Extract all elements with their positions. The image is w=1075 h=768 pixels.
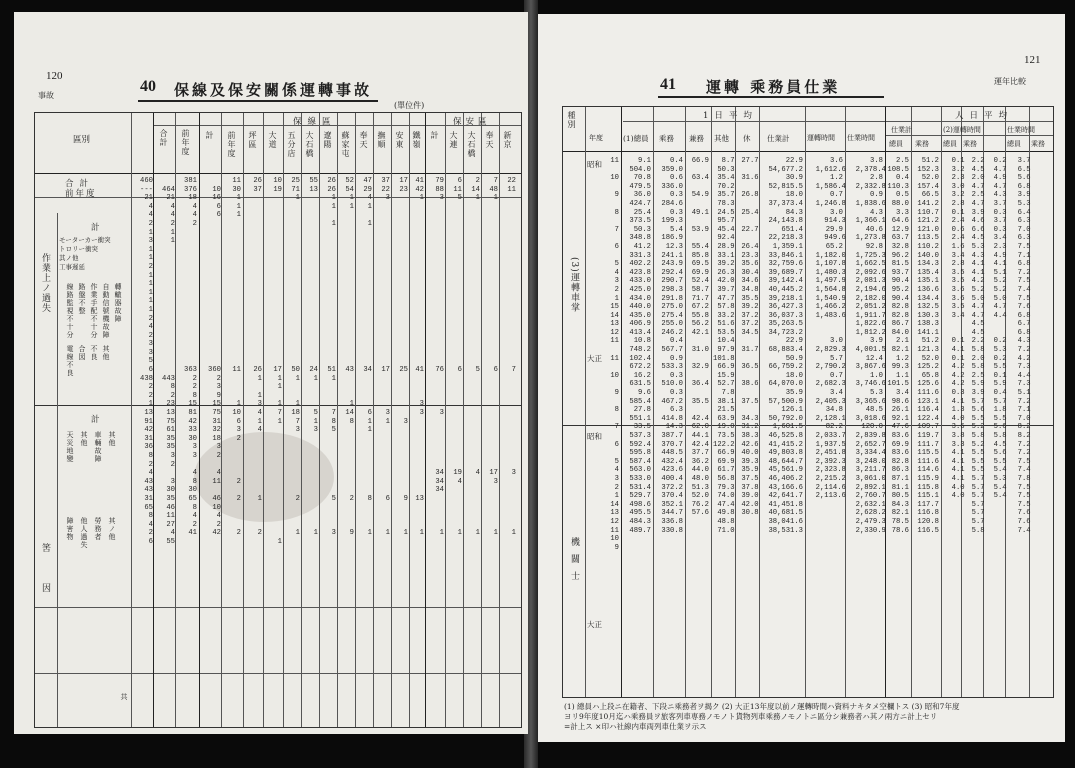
- col-divider: [175, 113, 176, 727]
- col-divider: [653, 107, 654, 697]
- data-column: 79 88 3 76 3 34 34 34 1: [435, 177, 444, 538]
- header-cell: 仕業計: [767, 134, 790, 143]
- header-cell: 兼務: [689, 134, 704, 143]
- header-cell: 仕業時間: [847, 134, 875, 142]
- data-column: 52 54 1 1 43 1 14 8 2 9: [345, 177, 354, 538]
- header-cell: 區別: [73, 135, 91, 145]
- header-rule: [35, 173, 521, 174]
- header-cell: 休: [743, 134, 751, 143]
- col-divider: [941, 107, 942, 697]
- left-page: [14, 12, 528, 734]
- row-label: 作業手配不十分: [90, 283, 98, 339]
- data-column: 8.7 50.3 35.4 70.2 35.7 78.3 24.5 95.7 45.4 92.4 28.9 33.1 39.2 26.3 42.0 39.7 47.7 57.8 33.2 51.6 53.5 10.4 97.9 101.8 66.9 15.9 52.7 7.8 38.1 21.5 63.9 19.0 73.5 122.2 66.9 69.9 61.7 56.8 79.3 74.0 47.4 49.8 48.8 71.0: [713, 157, 735, 535]
- data-column: 55 13 24 1 5 1 3 1: [309, 177, 318, 538]
- header-cell: 合計: [159, 129, 168, 147]
- data-column: 2.2 4.5 2.0 4.7 2.5 4.7 3.9 4.6 6.6 4.5 5.3 4.3 4.1 4.1 4.2 5.2 5.0 4.7 4.7 4.5 4.5 2.2 5.8 2.0 5.8 2.5 5.9 3.9 5.7 5.6 5.5 5.2 5.8 5.2 5.5 5.5 5.5 5.7 5.7 5.7 5.7 5.7 5.7 5.8: [971, 157, 985, 535]
- row-label: 計: [91, 223, 106, 233]
- title-underline: [138, 100, 378, 102]
- header-cell: 仕業計: [891, 126, 912, 134]
- header-cell: 其他: [714, 134, 729, 143]
- row-label: 其ノ他: [108, 517, 116, 541]
- row-label: 其他: [108, 431, 116, 447]
- data-column: 26 37 26 1 1 3 4 1 4 1 2: [253, 177, 262, 538]
- header-cell: 大石橋: [467, 131, 476, 158]
- header-cell: 總員: [943, 140, 957, 148]
- header-cell: 計: [430, 131, 439, 140]
- stub-divider: [131, 113, 132, 727]
- header-cell: 遼陽: [323, 131, 332, 149]
- data-column: 2 14 1 5 4 1: [471, 177, 480, 538]
- stub-divider: [585, 107, 586, 697]
- crew-duty-table: [562, 106, 1054, 698]
- data-column: 0.4 359.0 0.6 336.0 0.3 284.6 0.3 199.3 5.4 186.9 12.3 241.1 243.9 292.4 290.7 298.3 291.8 275.0 275.4 255.0 246.2 0.4 567.7 0.9 533.3 0.3 510.0 0.3 467.2 6.3 414.8 14.3 387.7 370.7 448.5 432.4 423.6 400.4 372.2 370.4 352.1 344.7 336.8 330.8: [661, 157, 683, 535]
- header-cell: 人日平均: [955, 111, 1014, 121]
- row-label: 路盤不整: [78, 283, 86, 315]
- col-divider: [153, 113, 154, 727]
- accident-table: [34, 112, 522, 728]
- header-cell: 總員: [889, 140, 903, 148]
- stub-group-label: 筈: [40, 543, 50, 553]
- data-column: 47 29 4 1 1 34 6 1 1 8 1: [363, 177, 372, 538]
- data-column: 10 16 6 6 360 2 3 9 15 75 31 32 18 3 2 4 11 46 10 4 2 42: [208, 185, 221, 538]
- row-label: 電線不良: [66, 345, 74, 377]
- data-column: 9.1 504.0 70.8 479.5 36.0 424.7 25.4 373.5 50.3 348.8 41.2 331.3 402.2 423.8 433.0 425.0 434.0 440.0 435.0 406.9 413.4 10.8 748.2 102.4 672.2 16.2 631.5 9.6 585.4 27.8 551.1 33.5 537.3 592.4 595.8 587.4 563.0 533.0 531.4 529.7 498.6 495.5 484.3 489.7: [629, 157, 651, 535]
- row-label: 其他: [80, 431, 88, 447]
- page-number: 120: [46, 70, 63, 82]
- header-cell: 大連: [449, 131, 458, 149]
- era-label: 大正: [587, 354, 602, 363]
- row-label: 車輛故障: [94, 431, 102, 463]
- header-cell: 安東: [395, 131, 404, 149]
- row-label: 共: [120, 693, 128, 701]
- header-cell: 鐵嶺: [412, 131, 421, 149]
- row-label: トロリー衝突: [59, 245, 98, 253]
- stub-group-label: (3)運轉車掌: [569, 257, 579, 313]
- col-divider: [685, 107, 686, 697]
- row-label: 不良: [90, 345, 98, 361]
- header-cell: 大石橋: [305, 131, 314, 158]
- header-cell: 奉天: [359, 131, 368, 149]
- header-cell: 乘務: [915, 140, 929, 148]
- header-cell: 乘務: [1031, 140, 1045, 148]
- header-cell: 計: [205, 131, 214, 140]
- data-column: 0.1 3.2 2.3 3.0 3.2 2.8 0.1 2.4 0.6 2.4 1.6 3.4 2.8 3.5 3.5 3.6 3.6 3.5 3.4 0.1 4.1 0.1 4.2 4.2 4.2 0.3 4.1 1.3 4.0 3.6 3.8 3.3 4.1 4.1 4.1 4.1 4.0 4.0: [951, 157, 965, 501]
- row-label: 其ノ他: [59, 254, 79, 262]
- header-cell: 新京: [503, 131, 512, 149]
- row-label: 合図: [78, 345, 86, 361]
- header-cell: 總員: [1007, 140, 1021, 148]
- table-number: 41: [660, 76, 676, 93]
- data-column: 7 48 1 6 17 3 1: [489, 177, 498, 538]
- data-column: 3.8 2,378.4 2.8 2,332.8 0.9 1,838.6 4.3 1,366.1 40.6 1,273.8 92.8 1,725.3 1,662.5 2,092.6 2,081.3 2,194.6 2,182.0 2,051.2 1,911.7 1,822.6 1,812.2 3.9 4,001.5 12.4 3,867.6 1.0 3,746.6 5.3 3,365.6 48.5 3,018.6 120.0 2,839.8 2,652.7 3,334.4 3,248.0 3,211.7 3,061.0 2,892.1 2,760.7 2,632.1 2,628.2 2,479.3 2,330.9: [855, 157, 886, 535]
- data-column: 6 11 5 6 19 4 1: [453, 177, 462, 538]
- header-cell: 1日平均: [703, 111, 758, 121]
- era-label: 昭和: [587, 432, 602, 441]
- row-label: 勞務者: [94, 517, 102, 541]
- data-column: 0.2 4.7 4.9 4.7 4.3 3.7 0.3 3.7 0.3 3.4 2.3 4.9 4.1 5.1 5.2 5.2 5.0 4.7 4.4 0.2 5.3 0.2 5.5 0.1 5.9 0.4 5.7 1.8 5.5 5.6 5.8 4.5 5.6 5.5 5.4 5.3 5.4 5.4: [993, 157, 1007, 501]
- table-number: 40: [140, 78, 156, 95]
- running-header: 運年比較: [994, 77, 1026, 86]
- header-cell: 乘務: [963, 140, 977, 148]
- col-divider: [711, 107, 712, 697]
- data-column: 27.7 31.6 26.8 25.4 22.7 26.4 23.3 35.6 30.4 34.6 34.8 35.5 39.2 37.2 37.2 34.5 31.7 36.5 38.6 37.5 34.3 31.2 38.3 42.6 40.0 39.3 35.9 37.5 37.8 39.0 42.0 30.8: [741, 157, 759, 518]
- right-page: [538, 14, 1065, 742]
- stub-divider: [57, 213, 58, 727]
- header-cell: 大道: [268, 131, 277, 149]
- footnote: =計上ス ×印ハ社線内車両列車仕業ヲ示ス: [564, 722, 707, 731]
- header-cell: 蘇家屯: [341, 131, 350, 158]
- section-rule: [35, 607, 521, 608]
- row-label: 天災地變: [66, 431, 74, 463]
- stub-group-label: 因: [40, 583, 50, 593]
- col-divider: [263, 113, 264, 727]
- year-column: 11 10 9 8 7 6 5 4 3 2 1 15 14 13 12 11 11 10 9 8 7 6 5 4 3 2 1 14 13 12 11 10 9: [610, 157, 619, 552]
- col-divider: [621, 107, 622, 697]
- header-cell: 前年度: [181, 129, 190, 156]
- data-column: 51.2 152.3 52.0 157.4 66.5 141.2 110.7 121.2 121.0 113.5 110.2 140.0 134.3 135.4 135.1 136.6 134.4 132.5 130.3 138.3 141.1 51.2 121.3 52.0 125.2 65.8 125.6 111.6 123.1 116.4 122.4 109.7 119.7 111.7 115.5 111.6 114.6 115.9 115.8 115.1 117.7 116.8 120.8 116.5: [917, 157, 939, 535]
- era-label: 昭和: [587, 160, 602, 169]
- header-cell: 坪區: [248, 131, 257, 149]
- running-header: 事故: [38, 91, 54, 100]
- row-label: 計: [91, 415, 106, 425]
- table-title: 運轉 乘務員仕業: [706, 78, 841, 96]
- stub-group-label: 機關士: [569, 537, 579, 588]
- data-column: 66.9 63.4 54.9 49.1 53.9 55.4 85.8 69.5 69.9 52.4 58.7 71.7 67.2 55.8 56.2 42.1 31.0 32.9 36.4 35.5 42.4 62.0 44.1 42.4 37.7 36.2 44.0 48.0 51.3 52.0 76.2 57.6: [691, 157, 709, 518]
- section-rule: [35, 673, 521, 674]
- data-column: 22 11 7 3 1: [507, 177, 516, 538]
- data-column: 460 --- 21 4 4 2 1 3 1 1 2 1 1 1 1 1 2 4 2 3 3 5 6 438 2 2 1 13 91 42 31 36 8 2 4 43 43 31 65 8 4 2 6: [140, 177, 153, 546]
- header-cell: 運轉時間: [807, 134, 835, 142]
- header-cell: 五分店: [287, 131, 296, 158]
- col-divider: [199, 113, 200, 727]
- row-label: モーターカー衝突: [59, 236, 111, 244]
- row-label: 其他: [102, 345, 110, 361]
- header-cell: 奉天: [485, 131, 494, 149]
- row-label: 自動信號機故障: [102, 283, 110, 339]
- row-label: 他人過失: [80, 517, 88, 549]
- title-underline: [658, 96, 884, 98]
- era-label: 大正: [587, 620, 602, 629]
- data-column: 26 26 1 1 1 51 1 7 8 5 5 3: [327, 177, 336, 538]
- header-cell: 保安區: [453, 117, 491, 127]
- col-divider: [425, 113, 426, 727]
- stub-group-label: 作業上ノ過失: [40, 253, 50, 313]
- col-divider: [805, 107, 806, 697]
- data-column: 3.6 1,612.6 1.2 1,586.4 0.7 1,246.8 3.0 914.3 29.9 949.6 65.2 1,182.0 1,107.8 1,480.3 1,497.9 1,564.8 1,540.9 1,466.2 1,483.6 3.0 2,829.3 5.7 2,790.2 0.7 2,682.3 3.4 2,405.3 34.8 2,128.1 82.2 2,033.7 1,937.5 2,451.8 2,392.3 2,323.8 2,215.2 2,114.6 2,113.6: [815, 157, 846, 501]
- header-cell: 種別: [567, 111, 576, 129]
- col-divider: [221, 113, 222, 727]
- data-column: 464 21 4 4 2 1 1 443 8 2 23 13 75 61 35 35 3 2 3 30 35 46 11 27 4 55: [162, 185, 175, 546]
- header-rule: [563, 151, 1053, 152]
- table-title: 保線及保安關係運轉事故: [174, 81, 373, 99]
- footnote: (1) 總員ハ上段ニ在籍者、下段ニ乘務者ヲ揭ク (2) 大正13年度以前ノ運轉時間ハ資料ナキタメ空欄トス (3) 昭和7年度: [564, 702, 960, 711]
- col-divider: [759, 107, 760, 697]
- data-column: 22.9 54,677.2 30.9 52,815.5 18.0 37,373.4 84.3 24,143.8 651.4 22,218.3 1,359.1 33,846.1 32,759.6 39,689.7 39,142.4 40,445.2 39,218.1 36,427.3 36,037.3 35,263.5 34,723.2 22.9 68,883.4 50.9 66,759.2 18.0 64,070.0 35.9 57,500.9 126.1 50,792.0 1,601.5 46,525.8 41,415.2 49,803.8 48,644.7 45,561.9 46,406.2 43,166.6 42,641.7 41,451.8 40,681.5 38,041.6 38,531.3: [768, 157, 803, 535]
- row-label: 合計: [65, 179, 95, 189]
- data-column: 11 30 1 1 1 11 1 10 6 3 2 2 2 2: [232, 177, 241, 538]
- unit-label: (單位件): [394, 101, 425, 110]
- data-column: 3.7 6.5 5.6 6.8 3.9 5.3 6.4 6.3 7.0 6.3 7.5 7.1 6.8 7.2 7.5 7.4 7.5 7.6 6.8 6.7 6.8 4.3 7.2 4.2 7.3 4.4 7.3 5.1 7.2 7.1 7.0 8.2 8.2 7.2 7.2 7.5 7.4 7.8 7.5 7.5 7.5 7.6 7.6 7.4: [1017, 157, 1031, 535]
- header-cell: 保線區: [293, 117, 337, 127]
- group-rule: [623, 121, 1053, 122]
- header-cell: 前年度: [227, 131, 236, 158]
- data-column: 10 19 17 1 1 1 7 1 1: [273, 177, 282, 546]
- header-cell: 仕業時間: [1007, 126, 1035, 134]
- data-column: 41 42 1 41 3 3 13 1: [415, 177, 424, 538]
- row-label: 障害物: [66, 517, 74, 541]
- data-column: 2.5 108.5 0.4 110.3 0.5 88.0 3.3 64.6 12.9 63.7 32.8 96.2 81.5 93.7 90.4 95.2 90.4 82.8 82.8 86.7 84.0 2.1 82.1 1.2 99.3 1.1 101.5 3.4 98.6 26.1 92.1 47.6 83.6 69.9 83.6 82.8 86.3 87.1 81.1 80.5 84.3 82.1 78.5 78.6: [887, 157, 909, 535]
- header-cell: 年度: [589, 134, 603, 142]
- col-divider: [911, 107, 912, 697]
- header-cell: 撫順: [377, 131, 386, 149]
- data-column: 37 22 3 17 3 1 6 1: [381, 177, 390, 538]
- row-label: 工事遲延: [59, 263, 85, 271]
- data-column: 25 71 1 50 1 1 18 7 3 2 1: [291, 177, 300, 538]
- page-number: 121: [1024, 54, 1041, 66]
- data-column: 381 376 18 4 4 2 363 2 2 8 15 81 42 33 30 3 3 4 8 30 65 8 4 2 41: [184, 177, 197, 538]
- footnote: ヨリ9年度10月迄ハ乘務員ヲ旅客列車専務ノモノト貨物列車乘務ノモノトニ區分シ兼務者ハ其ノ兩方ニ計上セリ: [564, 712, 938, 721]
- data-column: 17 23 25 3 9 1: [399, 177, 408, 538]
- row-label: 線路監視不十分: [66, 283, 74, 339]
- row-label: 轉轍器故障: [114, 283, 122, 323]
- col-divider: [243, 113, 244, 727]
- row-label: 前年度: [65, 189, 97, 199]
- header-cell: (2)運轉時間: [943, 126, 981, 134]
- col-divider: [735, 107, 736, 697]
- header-cell: 乘務: [659, 134, 674, 143]
- header-cell: (1)總員: [623, 134, 649, 143]
